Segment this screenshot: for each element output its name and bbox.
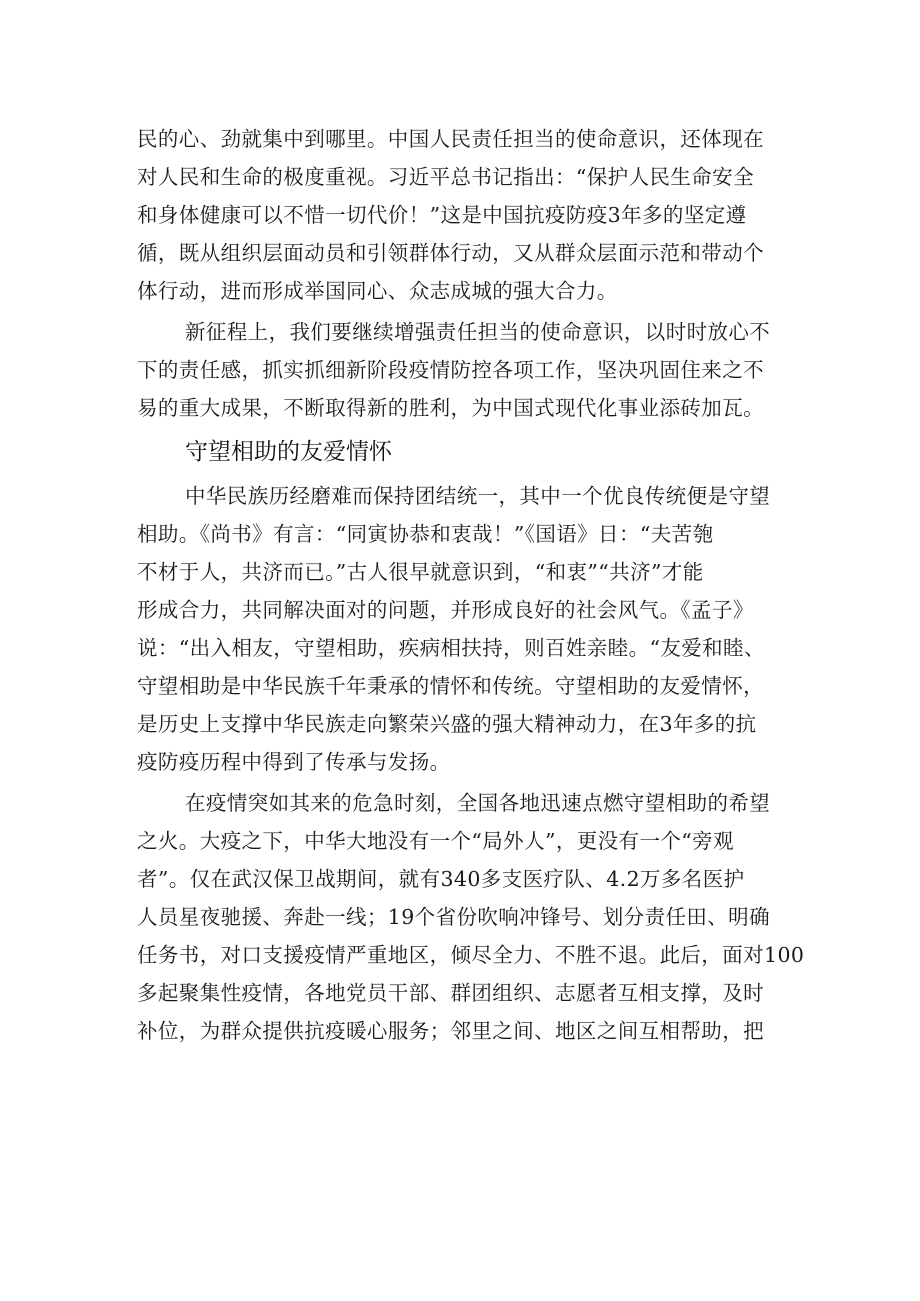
text-line: 形成合力，共同解决面对的问题，并形成良好的社会风气。《孟子》: [137, 598, 754, 622]
paragraph-2: [137, 313, 797, 427]
text-line: 下的责任感，抓实抓细新阶段疫情防控各项工作，坚决巩固住来之不: [137, 358, 764, 382]
text-line: 疫防疫历程中得到了传承与发扬。: [137, 750, 451, 774]
section-heading: 守望相助的友爱情怀: [185, 439, 392, 465]
paragraph-1: [137, 120, 797, 310]
text-line: 之火。大疫之下，中华大地没有一个“局外人”，更没有一个“旁观: [137, 829, 734, 853]
text-line: 多起聚集性疫情，各地党员干部、群团组织、志愿者互相支撑，及时: [137, 981, 764, 1005]
text-line: 人员星夜驰援、奔赴一线；19个省份吹响冲锋号、划分责任田、明确: [137, 905, 770, 929]
text-line: 是历史上支撑中华民族走向繁荣兴盛的强大精神动力，在3年多的抗: [137, 712, 757, 736]
paragraph-4: [137, 784, 805, 1050]
text-line: 体行动，进而形成举国同心、众志成城的强大合力。: [137, 279, 618, 303]
text-line: 和身体健康可以不惜一切代价！”这是中国抗疫防疫3年多的坚定遵: [137, 203, 747, 227]
text-line: 新征程上，我们要继续增强责任担当的使命意识，以时时放心不: [185, 320, 771, 344]
text-line: 中华民族历经磨难而保持团结统一，其中一个优良传统便是守望: [185, 484, 771, 508]
text-line: 易的重大成果，不断取得新的胜利，为中国式现代化事业添砖加瓦。: [137, 396, 764, 420]
text-line: 说：“出入相友，守望相助，疾病相扶持，则百姓亲睦。“友爱和睦、: [137, 636, 765, 660]
text-line: 循，既从组织层面动员和引领群体行动，又从群众层面示范和带动个: [137, 241, 764, 265]
text-line: 守望相助是中华民族千年秉承的情怀和传统。守望相助的友爱情怀，: [137, 674, 764, 698]
text-line: 不材于人，共济而已。”古人很早就意识到，“和衷”“共济”才能: [137, 560, 704, 584]
text-line: 在疫情突如其来的危急时刻，全国各地迅速点燃守望相助的希望: [185, 791, 771, 815]
text-line: 对人民和生命的极度重视。习近平总书记指出：“保护人民生命安全: [137, 165, 754, 189]
text-line: 民的心、劲就集中到哪里。中国人民责任担当的使命意识，还体现在: [137, 127, 764, 151]
text-line: 者”。仅在武汉保卫战期间，就有340多支医疗队、4.2万多名医护: [137, 867, 745, 891]
text-line: 补位，为群众提供抗疫暖心服务；邻里之间、地区之间互相帮助，把: [137, 1019, 764, 1043]
text-line: 任务书，对口支援疫情严重地区，倾尽全力、不胜不退。此后，面对100: [137, 943, 805, 967]
document-body: [137, 120, 805, 1050]
paragraph-3: [137, 477, 797, 781]
text-line: 相助。《尚书》有言：“同寅协恭和衷哉！”《国语》日：“夫苦匏: [137, 522, 714, 546]
